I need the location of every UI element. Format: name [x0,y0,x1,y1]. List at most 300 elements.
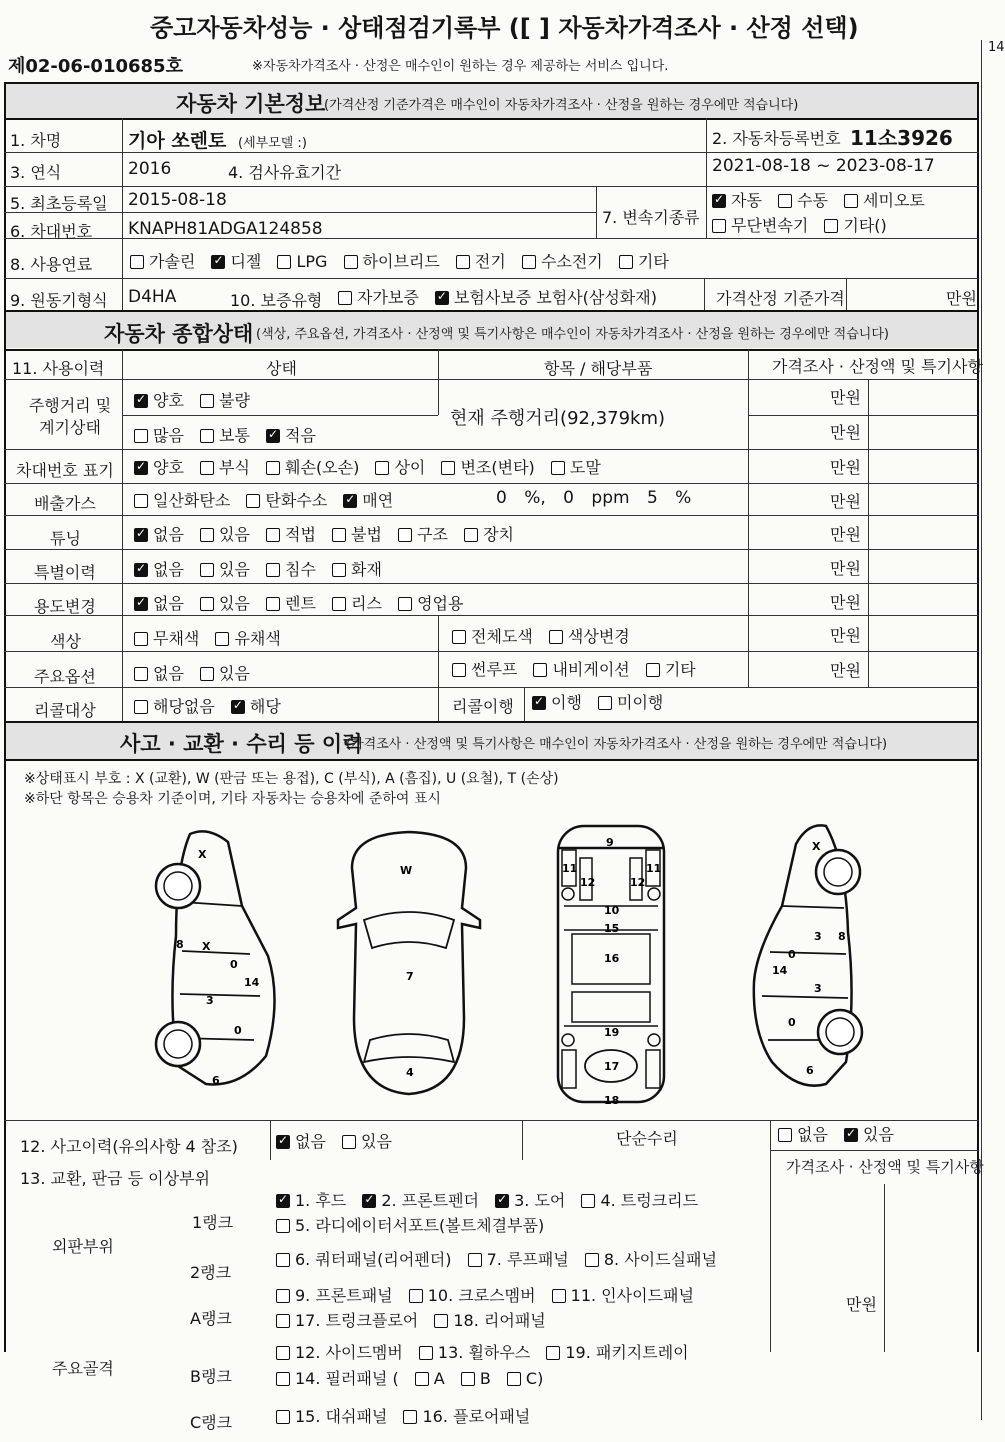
checkbox[interactable] [495,1194,509,1208]
checkbox[interactable] [134,461,148,475]
option-label: 불법 [351,525,382,544]
option-label: 하이브리드 [362,252,440,271]
checkbox[interactable] [507,1372,521,1386]
option-label: 이행 [551,693,582,712]
year-label: 3. 연식 [10,163,62,182]
svg-text:19: 19 [604,1026,620,1039]
option-label: 17. 트렁크플로어 [295,1311,419,1330]
option-label: 무단변속기 [731,216,809,235]
svg-text:0: 0 [234,1024,242,1037]
option-label: 자가보증 [357,288,419,307]
option-label: 유채색 [234,629,281,648]
first-registration-value: 2015-08-18 [128,190,227,210]
checkbox[interactable] [200,667,214,681]
option-label: C) [525,1369,544,1388]
vin-label: 6. 차대번호 [10,222,93,241]
divider [770,1120,771,1352]
option-label: 리스 [351,594,382,613]
checkbox[interactable] [266,563,280,577]
option-label: 9. 프론트패널 [295,1286,393,1305]
divider [524,687,525,721]
divider [4,186,979,187]
emission-values: 0 %, 0 ppm 5 % [496,488,692,508]
option-label: 적법 [285,525,316,544]
option-label: 해당없음 [153,697,215,716]
option-label: 변조(변타) [460,458,535,477]
checkbox[interactable] [824,219,838,233]
option-label: 매연 [362,491,394,510]
checkbox[interactable] [419,1346,433,1360]
checkbox[interactable] [468,1253,482,1267]
page-title: 중고자동차성능 · 상태점검기록부 ([ ] 자동차가격조사 · 산정 선택) [150,14,859,42]
replaced-parts-label: 13. 교환, 판금 등 이상부위 [20,1169,210,1188]
rank-1-options-2 [276,1213,555,1236]
checkbox[interactable] [215,632,229,646]
accident-note: (가격조사 · 산정액 및 특기사항은 매수인이 자동차가격조사 · 산정을 원하는 경우에만 적습니다) [346,737,888,752]
svg-text:8: 8 [176,938,184,951]
divider [438,349,439,415]
fuel-label: 8. 사용연료 [10,255,93,274]
simple-repair-options [778,1122,905,1145]
checkbox[interactable] [778,194,792,208]
divider [4,651,979,652]
checkbox[interactable] [398,597,412,611]
checkbox[interactable] [266,597,280,611]
option-label: 있음 [361,1132,392,1151]
divider [868,379,869,687]
checkbox[interactable] [266,461,280,475]
svg-text:18: 18 [604,1094,620,1107]
option-label: 있음 [219,560,250,579]
checkbox[interactable] [551,461,565,475]
option-label: 없음 [153,525,184,544]
svg-text:9: 9 [606,836,614,849]
svg-text:14: 14 [244,976,260,989]
vin-marking-label: 차대번호 표기 [16,461,114,480]
checkbox[interactable] [134,563,148,577]
divider [596,186,597,238]
checkbox[interactable] [778,1128,792,1142]
svg-text:0: 0 [788,948,796,961]
checkbox[interactable] [435,291,449,305]
option-label: B [479,1369,491,1388]
mileage-value: 현재 주행거리(92,379km) [450,408,666,429]
vin-value: KNAPH81ADGA124858 [128,219,323,239]
checkbox[interactable] [276,1219,290,1233]
car-left-svg [150,826,290,1096]
option-label: 13. 휠하우스 [437,1343,531,1362]
color-options-2 [452,624,641,647]
option-label: 색상변경 [567,627,630,646]
transmission-option [712,191,762,210]
checkbox[interactable] [266,528,280,542]
checkbox[interactable] [276,1135,290,1149]
checkbox[interactable] [332,528,346,542]
option-label: 수동 [797,191,828,210]
checkbox[interactable] [522,255,536,269]
legend-codes: ※상태표시 부호 : X (교환), W (판금 또는 용접), C (부식), A (흠집), U (요철), T (손상) [24,771,559,787]
vin-marking-options [134,455,612,478]
option-label: 영업용 [417,594,464,613]
option-label: 세미오토 [863,191,925,210]
divider [4,278,979,279]
price-unit: 만원 [830,593,861,612]
checkbox[interactable] [134,597,148,611]
option-label: 1. 후드 [295,1191,347,1210]
checkbox[interactable] [200,461,214,475]
car-right-side-diagram [742,822,862,1098]
checkbox[interactable] [134,700,148,714]
price-unit: 만원 [830,388,861,407]
rank-a-options-2 [276,1308,557,1331]
price-unit: 만원 [846,1295,877,1314]
usage-change-options [134,591,474,614]
checkbox[interactable] [134,667,148,681]
recall-options [134,694,292,717]
option-label: 없음 [295,1132,326,1151]
svg-text:12: 12 [580,876,596,889]
divider [4,583,979,584]
checkbox[interactable] [200,528,214,542]
option-label: 렌트 [285,594,316,613]
option-label: 18. 리어패널 [453,1311,546,1330]
option-label: 6. 쿼터패널(리어펜더) [295,1250,452,1269]
outer-panel-label: 외판부위 [52,1237,114,1256]
option-label: 상이 [394,458,426,477]
checkbox[interactable] [434,1314,448,1328]
checkbox[interactable] [461,1372,475,1386]
divider [706,186,707,238]
checkbox[interactable] [441,461,455,475]
car-name-value: 기아 쏘렌토 [128,130,227,152]
engine-type-value: D4HA [128,287,177,307]
divider [4,759,979,761]
price-unit: 만원 [830,423,861,442]
checkbox[interactable] [200,563,214,577]
svg-text:0: 0 [788,1016,796,1029]
option-label: 10. 크로스멤버 [427,1286,536,1305]
warranty-label: 10. 보증유형 [230,291,323,310]
rank-1-label: 1랭크 [192,1213,234,1232]
rank-b-label: B랭크 [190,1367,232,1386]
car-top-diagram [334,828,484,1100]
fuel-options [130,249,680,272]
option-label: 내비게이션 [552,660,630,679]
mark-hood: W [400,864,413,877]
rank-a-options [276,1283,705,1306]
main-options [134,661,261,684]
checkbox[interactable] [452,630,466,644]
side-page-border [981,40,982,1420]
option-label: 훼손(오손) [285,458,360,477]
option-label: 5. 라디에이터서포트(볼트체결부품) [295,1216,545,1235]
divider [438,615,439,721]
inspection-period-value: 2021-08-18 ~ 2023-08-17 [712,156,935,176]
option-label: 14. 필러패널 ( [295,1369,399,1388]
option-label: 구조 [417,525,448,544]
transmission-option [844,191,925,210]
checkbox[interactable] [266,429,280,443]
car-frame-svg [554,822,668,1106]
warranty-options [338,285,668,308]
price-unit: 만원 [830,661,861,680]
option-label: 기타 [664,660,696,679]
option-label: 보통 [219,426,250,445]
recall-label: 리콜대상 [34,701,96,720]
option-label: 기타() [843,216,887,235]
option-label: 보험사보증 보험사(삼성화재) [453,288,657,307]
transmission-option [824,216,886,235]
option-label: 없음 [797,1125,828,1144]
checkbox[interactable] [533,663,547,677]
mileage-options-2 [134,423,327,446]
divider [4,515,979,516]
checkbox[interactable] [375,461,389,475]
option-label: LPG [296,252,328,271]
svg-text:3: 3 [206,994,214,1007]
divider [122,349,123,721]
checkbox[interactable] [585,1253,599,1267]
svg-text:12: 12 [630,876,646,889]
option-label: A [433,1369,445,1388]
option-label: 디젤 [230,252,262,271]
checkbox[interactable] [398,528,412,542]
option-label: 자동 [731,191,762,210]
registration-value: 11소3926 [850,126,953,150]
checkbox[interactable] [276,1346,290,1360]
checkbox[interactable] [134,394,148,408]
transmission-options-1 [712,188,936,211]
checkbox[interactable] [200,394,214,408]
divider [884,1184,885,1352]
base-price-unit: 만원 [946,289,977,308]
price-unit: 만원 [830,492,861,511]
option-label: 무채색 [153,629,200,648]
checkbox[interactable] [277,255,291,269]
option-label: 가솔린 [149,252,196,271]
checkbox[interactable] [200,429,214,443]
divider [4,449,979,450]
checkbox[interactable] [598,696,612,710]
special-history-label: 특별이력 [34,563,96,582]
checkbox[interactable] [464,528,478,542]
option-label: 썬루프 [471,660,518,679]
transmission-label: 7. 변속기종류 [602,208,700,227]
main-options-2 [452,657,707,680]
checkbox[interactable] [546,1346,560,1360]
mark-left-door: X [202,940,211,953]
main-frame-label: 주요골격 [52,1359,114,1378]
checkbox[interactable] [844,1128,858,1142]
document-number: 제02-06-010685호 [8,56,183,77]
option-label: 양호 [153,458,184,477]
svg-text:4: 4 [406,1066,414,1079]
option-label: 19. 패키지트레이 [565,1343,689,1362]
svg-text:6: 6 [806,1064,814,1077]
color-label: 색상 [50,632,81,651]
svg-text:11: 11 [646,862,662,875]
tuning-options [134,522,525,545]
rank-2-label: 2랭크 [190,1263,232,1282]
rank-c-options [276,1404,541,1427]
notice: ※자동차가격조사 · 산정은 매수인이 원하는 경우 제공하는 서비스 입니다. [252,59,669,74]
accident-history-options [276,1129,403,1152]
checkbox[interactable] [200,597,214,611]
overall-note: (색상, 주요옵션, 가격조사 · 산정액 및 특기사항은 매수인이 자동차가격조사 · 산정을 원하는 경우에만 적습니다) [256,327,889,342]
rank-a-label: A랭크 [190,1309,232,1328]
divider [4,1120,979,1121]
checkbox[interactable] [532,696,546,710]
tuning-label: 튜닝 [50,529,81,548]
checkbox[interactable] [231,700,245,714]
side-page-number: 14 [988,40,1005,55]
legend-note: ※하단 항목은 승용차 기준이며, 기타 자동차는 승용차에 준하여 표시 [24,791,441,807]
mileage-label: 주행거리 및 계기상태 [28,396,112,437]
price-unit: 만원 [830,458,861,477]
svg-text:11: 11 [562,862,578,875]
svg-text:17: 17 [604,1060,620,1073]
checkbox[interactable] [276,1314,290,1328]
basic-info-note: (가격산정 기준가격은 매수인이 자동차가격조사 · 산정을 원하는 경우에만 적습니다) [324,98,799,113]
emission-options [134,488,404,511]
car-submodel: (세부모델 :) [238,136,307,151]
divider [122,415,438,416]
divider [704,278,705,310]
price-unit: 만원 [830,559,861,578]
checkbox[interactable] [646,663,660,677]
checkbox[interactable] [276,1289,290,1303]
base-price-label: 가격산정 기준가격 [716,289,845,308]
main-options-label: 주요옵션 [34,667,96,686]
option-label: 15. 대쉬패널 [295,1407,388,1426]
checkbox[interactable] [415,1372,429,1386]
accident-heading: 사고 · 교환 · 수리 등 이력 [120,732,363,756]
divider [4,687,979,688]
svg-text:0: 0 [230,958,238,971]
checkbox[interactable] [246,494,260,508]
car-frame-diagram [554,822,668,1106]
mileage-options-1 [134,388,261,411]
checkbox[interactable] [332,563,346,577]
checkbox[interactable] [134,632,148,646]
option-label: 화재 [351,560,382,579]
mark-left-front: X [198,848,207,861]
checkbox[interactable] [332,597,346,611]
divider [748,415,979,416]
option-label: 있음 [219,525,250,544]
checkbox[interactable] [276,1410,290,1424]
option-label: 없음 [153,664,184,683]
transmission-options-2 [712,213,898,236]
first-registration-label: 5. 최초등록일 [10,194,108,213]
divider [846,278,847,310]
checkbox[interactable] [276,1253,290,1267]
checkbox[interactable] [712,219,726,233]
divider [522,1120,523,1160]
car-left-side-diagram [150,826,290,1096]
checkbox[interactable] [581,1194,595,1208]
option-label: 있음 [219,594,250,613]
option-label: 미이행 [617,693,664,712]
checkbox[interactable] [456,255,470,269]
option-label: 수소전기 [540,252,603,271]
divider [122,118,123,310]
checkbox[interactable] [549,630,563,644]
divider [4,549,979,550]
overall-heading: 자동차 종합상태 [104,322,254,346]
status-header: 상태 [266,359,297,378]
svg-text:3: 3 [814,982,822,995]
divider [770,1150,979,1151]
checkbox[interactable] [452,663,466,677]
inspection-period-label: 4. 검사유효기간 [228,163,342,182]
mark-right-front: X [812,840,821,853]
checkbox[interactable] [362,1194,376,1208]
option-label: 적음 [285,426,316,445]
svg-text:8: 8 [838,930,846,943]
price-note-header: 가격조사 · 산정액 및 특기사항 [786,1158,984,1176]
divider [4,379,979,380]
checkbox[interactable] [844,194,858,208]
checkbox[interactable] [134,429,148,443]
option-label: 많음 [153,426,184,445]
checkbox[interactable] [338,291,352,305]
svg-text:3: 3 [814,930,822,943]
checkbox[interactable] [342,1135,356,1149]
option-label: 도말 [569,458,601,477]
checkbox[interactable] [343,494,357,508]
checkbox[interactable] [552,1289,566,1303]
year-value: 2016 [128,159,172,179]
checkbox[interactable] [409,1289,423,1303]
option-label: 4. 트렁크리드 [600,1191,699,1210]
checkbox[interactable] [276,1194,290,1208]
accident-history-label: 12. 사고이력(유의사항 4 참조) [20,1137,238,1156]
checkbox[interactable] [276,1372,290,1386]
item-header: 항목 / 해당부품 [544,359,653,378]
rank-1-options [276,1188,709,1211]
option-label: 12. 사이드멤버 [295,1343,403,1362]
car-name-label: 1. 차명 [10,131,62,150]
emission-label: 배출가스 [34,494,96,513]
car-right-svg [742,822,862,1098]
price-header: 가격조사 · 산정액 및 특기사항 [772,357,983,376]
recall-done-label: 리콜이행 [452,697,514,716]
checkbox[interactable] [403,1410,417,1424]
option-label: 불량 [219,391,250,410]
divider [270,1120,271,1160]
option-label: 전체도색 [471,627,533,646]
option-label: 11. 인사이드패널 [570,1286,694,1305]
option-label: 8. 사이드실패널 [603,1250,717,1269]
checkbox[interactable] [134,494,148,508]
registration-label: 2. 자동차등록번호 [712,129,841,148]
checkbox[interactable] [134,528,148,542]
option-label: 16. 플로어패널 [422,1407,531,1426]
checkbox[interactable] [712,194,726,208]
special-history-options [134,557,393,580]
checkbox[interactable] [211,255,225,269]
simple-repair-label: 단순수리 [616,1129,678,1148]
price-unit: 만원 [830,626,861,645]
option-label: 3. 도어 [514,1191,566,1210]
option-label: 기타 [637,252,669,271]
checkbox[interactable] [344,255,358,269]
checkbox[interactable] [619,255,633,269]
divider [4,483,979,484]
option-label: 일산화탄소 [153,491,231,510]
checkbox[interactable] [130,255,144,269]
